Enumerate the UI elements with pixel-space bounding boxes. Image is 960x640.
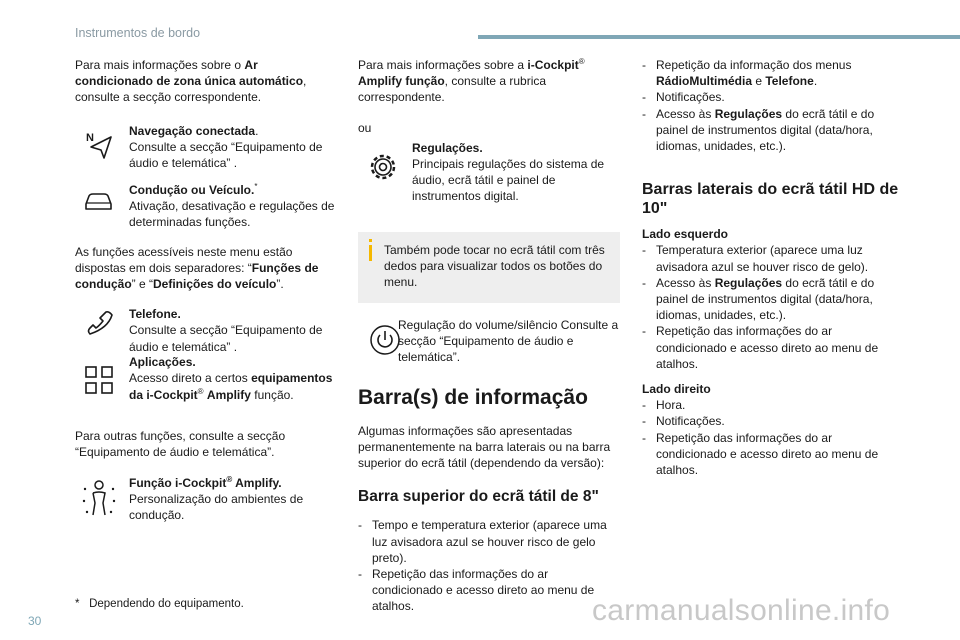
apps-entry	[75, 354, 337, 420]
settings-text: Principais regulações do sistema de áudio, ecrã tátil e painel de instrumentos digital.	[412, 157, 605, 204]
cockpit-intro: Para mais informações sobre a i-Cockpit® Amplify função, consulte a rubrica correspondente.	[358, 57, 585, 105]
apps-text: Acesso direto a certos equipamentos da i-Cockpit® Amplify função.	[129, 371, 333, 402]
settings-title: Regulações.	[412, 140, 483, 155]
svg-text:N: N	[86, 131, 94, 144]
column-middle	[358, 57, 620, 615]
watermark: carmanualsonline.info	[592, 594, 891, 627]
volume-entry	[358, 317, 620, 369]
functions-text: As funções acessíveis neste menu estão dispostas em dois separadores: “Funções de condução” e “Definições do veículo”.	[75, 244, 319, 292]
section-title: Instrumentos de bordo	[75, 26, 201, 40]
phone-entry	[75, 306, 337, 354]
info-bar-text: Algumas informações são apresentadas permanentemente na barra laterais ou na barra superior do ecrã tátil (dependendo da versão):	[358, 423, 611, 471]
apps-grid-icon	[83, 364, 117, 398]
amplify-text: Personalização do ambientes de condução.	[129, 491, 304, 523]
amplify-person-icon	[81, 477, 117, 521]
column-right	[642, 57, 902, 478]
side-bars-heading: Barras laterais do ecrã tátil HD de 10"	[642, 181, 899, 218]
list-item: - Repetição das informações do ar condicionado e acesso direto ao menu de atalhos.	[358, 567, 595, 614]
power-volume-icon	[368, 323, 402, 357]
drive-entry: Condução ou Veículo.* Ativação, desativação e regulações de determinadas funções.	[75, 182, 337, 234]
page-number: 30	[28, 614, 42, 628]
list-item: - Notificações.	[642, 414, 725, 429]
list-item: - Acesso às Regulações do ecrã tátil e do painel de instrumentos digital (data/hora, idiomas, unidades, etc.).	[642, 106, 875, 154]
amplify-entry	[75, 475, 337, 525]
phone-title: Telefone.	[129, 307, 181, 322]
list-item: - Repetição das informações do ar condicionado e acesso direto ao menu de atalhos.	[642, 430, 879, 478]
volume-text: Regulação do volume/silêncio Consulte a secção “Equipamento de áudio e telemática”.	[398, 317, 619, 365]
drive-title: Condução ou Veículo.	[129, 182, 255, 197]
list-item: - Hora.	[642, 398, 686, 413]
top-bar-list	[358, 517, 620, 614]
info-bar-heading: Barra(s) de informação	[358, 385, 588, 409]
left-side-title: Lado esquerdo	[642, 227, 729, 242]
header-accent-bar	[478, 35, 960, 39]
ac-intro: Para mais informações sobre o Ar condicionado de zona única automático, consulte a secção correspondente.	[75, 58, 307, 105]
list-item: - Temperatura exterior (aparece uma luz avisadora azul se houver risco de gelo).	[642, 243, 869, 274]
top-bar-heading: Barra superior do ecrã tátil de 8"	[358, 488, 599, 506]
phone-icon	[83, 308, 117, 342]
phone-text: Consulte a secção “Equipamento de áudio e telemática” .	[129, 323, 323, 354]
list-item: - Repetição da informação dos menus RádioMultimédia e Telefone.	[642, 58, 852, 89]
list-item: - Repetição das informações do ar condicionado e acesso direto ao menu de atalhos.	[642, 324, 879, 371]
or-text: ou	[358, 120, 372, 135]
footnote: * Dependendo do equipamento.	[75, 598, 244, 610]
right-side-title: Lado direito	[642, 382, 711, 397]
nav-text: Consulte a secção “Equipamento de áudio e telemática” .	[129, 139, 323, 171]
column-left	[75, 57, 337, 525]
info-icon-dot	[369, 239, 372, 242]
apps-title: Aplicações.	[129, 355, 196, 370]
info-icon	[369, 245, 372, 261]
drive-text: Ativação, desativação e regulações de determinadas funções.	[129, 198, 335, 230]
list-item: - Tempo e temperatura exterior (aparece uma luz avisadora azul se houver risco de gelo preto).	[358, 518, 607, 565]
tip-note: Também pode tocar no ecrã tátil com três dedos para visualizar todos os botões do menu.	[358, 232, 620, 303]
other-functions-text: Para outras funções, consulte a secção “Equipamento de áudio e telemática”.	[75, 429, 286, 460]
amplify-title: Função i-Cockpit® Amplify.	[129, 474, 282, 490]
list-item: - Acesso às Regulações do ecrã tátil e do painel de instrumentos digital (data/hora, idiomas, unidades, etc.).	[642, 275, 875, 323]
nav-title: Navegação conectada	[129, 123, 256, 138]
settings-entry	[358, 140, 620, 208]
nav-entry: N Navegação conectada. Consulte a secção “Equipamento de áudio e telemática” .	[75, 123, 337, 173]
left-side-list	[642, 242, 902, 372]
gear-icon	[366, 150, 400, 184]
right-side-list	[642, 397, 902, 478]
top-bar-list-continued	[642, 57, 902, 154]
car-icon	[81, 184, 115, 218]
list-item: - Notificações.	[642, 90, 725, 105]
navigation-arrow-icon	[83, 129, 117, 163]
